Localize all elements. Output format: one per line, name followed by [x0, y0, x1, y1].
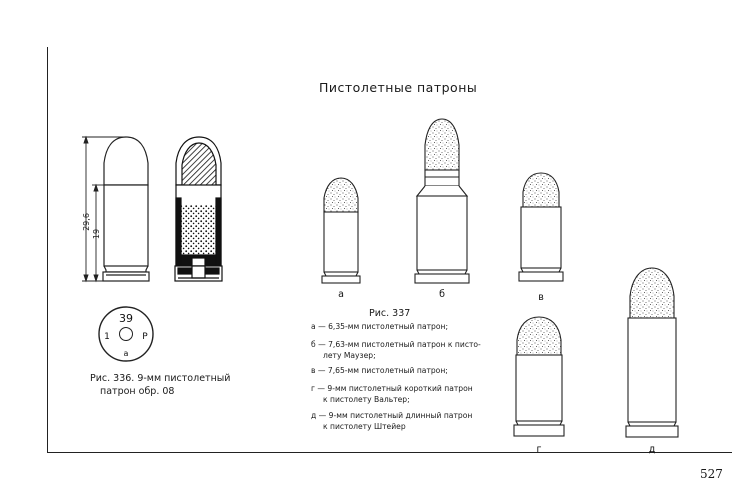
legend-item-g-cont: к пистолету Вальтер;: [323, 395, 410, 404]
page-title: Пистолетные патроны: [319, 80, 478, 95]
cartridge-v: [519, 173, 563, 281]
headstamp-top: 39: [119, 312, 133, 325]
legend-item-b-cont: лету Маузер;: [323, 351, 376, 360]
cartridge-336-side-view: [103, 137, 149, 281]
label-d: д: [648, 444, 656, 455]
label-a: а: [338, 289, 344, 300]
cartridge-b: [415, 119, 469, 283]
legend-item-b: б — 7,63-мм пистолетный патрон к писто-: [311, 340, 481, 349]
label-g: г: [536, 444, 542, 455]
headstamp-right: P: [142, 332, 148, 342]
cartridge-g: [514, 317, 564, 436]
headstamp-left: 1: [104, 332, 110, 342]
legend-item-v: в — 7,65-мм пистолетный патрон;: [311, 366, 448, 375]
cartridge-336-cross-section: [175, 137, 222, 281]
legend-item-d: д — 9-мм пистолетный длинный патрон: [311, 411, 473, 420]
dimension-total: 29,6: [82, 213, 91, 231]
legend-item-d-cont: к пистолету Штейер: [323, 422, 406, 431]
label-v: в: [538, 292, 544, 303]
page-number: 527: [700, 467, 723, 481]
legend-item-a: а — 6,35-мм пистолетный патрон;: [311, 322, 449, 331]
fig336-caption: [90, 372, 230, 398]
cartridge-a: [322, 178, 360, 283]
legend-item-g: г — 9-мм пистолетный короткий патрон: [311, 384, 473, 393]
fig337-caption: Рис. 337: [369, 308, 411, 319]
fig336-caption-line1: Рис. 336. 9-мм пистолетный: [90, 373, 231, 384]
cartridge-d: [626, 268, 678, 437]
headstamp-bottom: a: [123, 349, 129, 358]
dimension-case: 19: [92, 228, 101, 240]
fig336-caption-line2: патрон обр. 08: [100, 386, 175, 397]
label-b: б: [439, 289, 445, 300]
